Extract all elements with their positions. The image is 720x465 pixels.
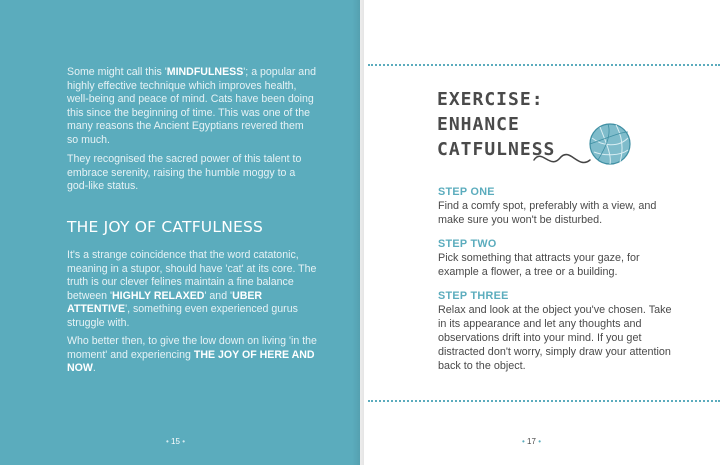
right-page [360, 0, 720, 465]
joy-of-catfulness-heading: THE JOY OF CATFULNESS [67, 218, 264, 236]
page-spine [352, 0, 364, 465]
intro-paragraph: Some might call this 'MINDFULNESS'; a popular and highly effective technique which improves health, well-being and peace of mind. Cats have been doing this since the beginning of time. This was one of the many reasons the Ancient Egyptians revered them so much. [67, 66, 316, 146]
step-two-label: STEP TWO [438, 238, 497, 250]
step-two-text: Pick something that attracts your gaze, for example a flower, a tree or a building. [438, 252, 640, 278]
right-page-number: • 17 • [522, 437, 541, 446]
paw-dot-icon: • [182, 437, 185, 446]
bottom-dotted-rule [368, 400, 720, 402]
sacred-power-paragraph: They recognised the sacred power of this talent to embrace serenity, raising the humble moggy to a god-like status. [67, 153, 302, 193]
step-one-label: STEP ONE [438, 186, 495, 198]
here-and-now-paragraph: Who better then, to give the low down on living 'in the moment' and experiencing THE JOY OF HERE AND NOW. [67, 335, 317, 375]
step-one-text: Find a comfy spot, preferably with a view, and make sure you won't be disturbed. [438, 200, 657, 226]
top-dotted-rule [368, 64, 720, 66]
highly-relaxed-highlight: HIGHLY RELAXED [112, 289, 205, 302]
paw-dot-icon: • [166, 437, 169, 446]
step-three-text: Relax and look at the object you've chosen. Take in its appearance and let any thoughts and observations drift into your mind. If you get distracted don't worry, simply draw your attention back to the object. [438, 304, 672, 372]
exercise-title: EXERCISE: ENHANCE CATFULNESS [437, 89, 556, 160]
paw-dot-icon: • [522, 437, 525, 446]
catatonic-paragraph: It's a strange coincidence that the word catatonic, meaning in a stupor, should have 'cat' at its core. The truth is our clever felines maintain a fine balance between 'HIGHLY RELAXED' and 'UBER ATTENTIVE', something even experienced gurus struggle with. [67, 249, 317, 329]
left-page-number: • 15 • [166, 437, 185, 446]
step-three-label: STEP THREE [438, 290, 509, 302]
mindfulness-highlight: MINDFULNESS [166, 66, 244, 78]
yarn-ball-icon [530, 118, 640, 180]
uber-attentive-highlight: UBER ATTENTIVE [67, 289, 263, 316]
here-and-now-highlight: THE JOY OF HERE AND NOW [67, 348, 315, 375]
paw-dot-icon: • [538, 437, 541, 446]
